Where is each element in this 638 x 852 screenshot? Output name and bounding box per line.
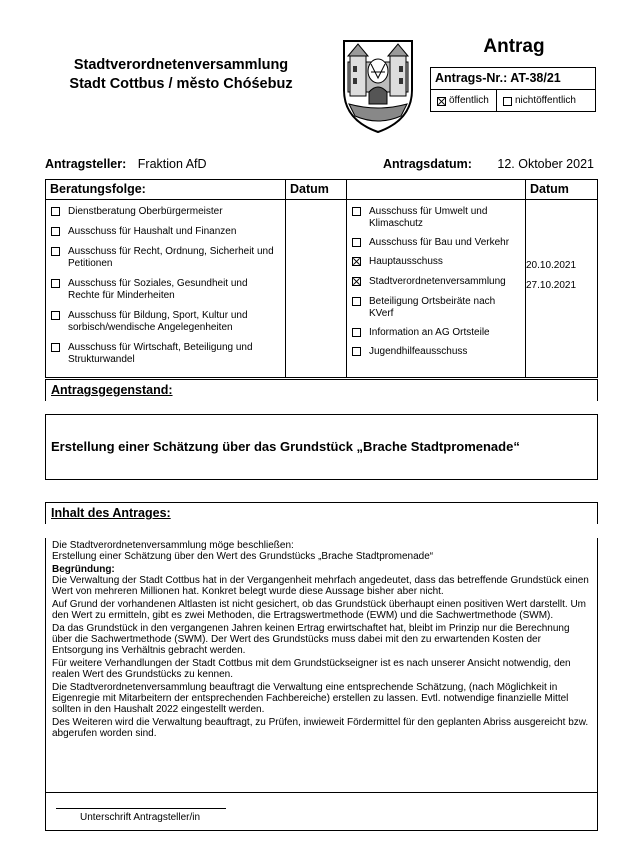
datum-header-right: Datum xyxy=(526,180,598,200)
antragsdatum-value: 12. Oktober 2021 xyxy=(497,157,594,171)
checkbox-icon[interactable] xyxy=(51,311,60,320)
antragsteller-label: Antragsteller: xyxy=(45,157,127,171)
committee-item[interactable] xyxy=(347,256,525,268)
checkbox-icon[interactable] xyxy=(51,279,60,288)
committee-item[interactable] xyxy=(347,276,525,288)
checkbox-icon[interactable] xyxy=(352,347,361,356)
paragraph: Auf Grund der vorhandenen Altlasten ist nicht gesichert, ob das Grundstück überhaupt einen positiven Wert darstellt. Um den Wert zu ermitteln, gibt es zwei Methoden, die Ertragswertmethode (EWM) und die Sachwertmethode (SWM). xyxy=(52,599,586,621)
committee-label: Dienstberatung Oberbürgermeister xyxy=(68,206,223,217)
antrag-number: Antrags-Nr.: AT-38/21 xyxy=(431,68,595,90)
committee-item[interactable] xyxy=(347,206,525,230)
checkbox-checked-icon[interactable] xyxy=(352,257,361,266)
committee-item[interactable] xyxy=(347,327,525,339)
checkbox-icon[interactable] xyxy=(51,227,60,236)
committee-label: Ausschuss für Haushalt und Finanzen xyxy=(68,226,237,237)
gegenstand-header: Antragsgegenstand: xyxy=(51,383,173,397)
committee-item[interactable] xyxy=(46,310,285,334)
private-label: nichtöffentlich xyxy=(515,95,576,106)
antragsteller-value: Fraktion AfD xyxy=(137,157,207,171)
antragsdatum-label: Antragsdatum: xyxy=(383,157,472,171)
committee-label: Stadtverordnetenversammlung xyxy=(369,276,506,287)
intro-line-1: Die Stadtverordnetenversammlung möge beschließen: xyxy=(52,540,294,551)
committee-item[interactable] xyxy=(46,278,285,302)
committee-label: Ausschuss für Wirtschaft, Beteiligung und Strukturwandel xyxy=(68,342,253,365)
inhalt-content xyxy=(45,538,598,793)
committee-item[interactable] xyxy=(46,226,285,238)
document-title: Antrag xyxy=(483,36,545,57)
beratungsfolge-table xyxy=(45,179,598,378)
gegenstand-box xyxy=(45,414,598,480)
checkbox-icon[interactable] xyxy=(51,207,60,216)
cottbus-coat-of-arms-icon xyxy=(341,38,415,134)
left-dates xyxy=(286,200,347,378)
gegenstand-header-box xyxy=(45,379,598,401)
committee-label: Hauptausschuss xyxy=(369,256,443,267)
public-option[interactable] xyxy=(431,90,497,112)
paragraph: Für weitere Verhandlungen der Stadt Cottbus mit dem Grundstückseigner ist es nach unserer Ansicht notwendig, den realen Wert des Grundstücks zu kennen. xyxy=(52,658,571,680)
checkbox-icon[interactable] xyxy=(51,343,60,352)
antragsdatum xyxy=(383,157,594,171)
antragsteller xyxy=(45,157,207,171)
checkbox-icon[interactable] xyxy=(352,297,361,306)
right-committees xyxy=(347,200,526,378)
committee-item[interactable] xyxy=(46,246,285,270)
paragraph: Die Verwaltung der Stadt Cottbus hat in der Vergangenheit mehrfach angedeutet, dass das betreffende Grundstück einen Wert von mehreren Millionen hat. Konkret belegt wurde diese Aussage bisher aber nicht. xyxy=(52,575,589,597)
committee-item[interactable] xyxy=(347,237,525,249)
intro-line-2: Erstellung einer Schätzung über den Wert des Grundstücks „Brache Stadtpromenade“ xyxy=(52,551,434,562)
gegenstand-text: Erstellung einer Schätzung über das Grundstück „Brache Stadtpromenade“ xyxy=(51,439,520,454)
public-label: öffentlich xyxy=(449,95,489,106)
committee-label: Ausschuss für Umwelt und Klimaschutz xyxy=(369,206,488,229)
checkbox-icon[interactable] xyxy=(352,207,361,216)
committee-label: Ausschuss für Bau und Verkehr xyxy=(369,237,510,248)
checkbox-checked-icon[interactable] xyxy=(437,97,446,106)
date-hauptausschuss: 20.10.2021 xyxy=(526,260,577,271)
organization-name xyxy=(46,56,316,94)
beratungsfolge-header-right xyxy=(347,180,526,200)
committee-label: Ausschuss für Bildung, Sport, Kultur und sorbisch/wendische Angelegenheiten xyxy=(68,310,248,333)
signature-label: Unterschrift Antragsteller/in xyxy=(80,812,201,823)
beratungsfolge-header: Beratungsfolge: xyxy=(46,180,286,200)
checkbox-icon[interactable] xyxy=(503,97,512,106)
committee-item[interactable] xyxy=(46,342,285,366)
inhalt-header-box xyxy=(45,502,598,524)
left-committees xyxy=(46,200,286,378)
signature-line[interactable] xyxy=(56,808,226,809)
committee-item[interactable] xyxy=(347,346,525,358)
committee-label: Ausschuss für Recht, Ordnung, Sicherheit und Petitionen xyxy=(68,246,274,269)
checkbox-icon[interactable] xyxy=(51,247,60,256)
checkbox-checked-icon[interactable] xyxy=(352,277,361,286)
committee-label: Ausschuss für Soziales, Gesundheit und Rechte für Minderheiten xyxy=(68,278,248,301)
checkbox-icon[interactable] xyxy=(352,238,361,247)
committee-item[interactable] xyxy=(46,206,285,218)
committee-item[interactable] xyxy=(347,296,525,320)
date-stadtverordnetenversammlung: 27.10.2021 xyxy=(526,280,577,291)
paragraph: Da das Grundstück in den vergangenen Jahren keinen Ertrag erwirtschaftet hat, bleibt im Prinzip nur die Berechnung über die Sachwertmethode (SWM). Der Wert des Grundstücks muss dabei mit den zu erwartenden Kosten der Entsorgung ins Verhältnis gebracht werden. xyxy=(52,623,570,656)
datum-header-left: Datum xyxy=(286,180,347,200)
paragraph: Die Stadtverordnetenversammlung beauftragt die Verwaltung eine entsprechende Schätzung, (nach Möglichkeit in Eigenregie mit Mitarbeitern der entsprechenden Fachbereiche) erstellen zu lassen. Evtl. notwendige finanzielle Mittel sollten in den Haushalt 2022 eingestellt werden. xyxy=(52,682,569,715)
inhalt-header: Inhalt des Antrages: xyxy=(51,506,171,520)
antrag-number-box xyxy=(430,67,596,112)
begruendung-label: Begründung: xyxy=(52,564,115,575)
private-option[interactable] xyxy=(497,90,576,112)
committee-label: Beteiligung Ortsbeiräte nach KVerf xyxy=(369,296,496,319)
organization-line-1: Stadtverordnetenversammlung xyxy=(73,57,289,73)
committee-label: Information an AG Ortsteile xyxy=(369,327,490,338)
checkbox-icon[interactable] xyxy=(352,328,361,337)
committee-label: Jugendhilfeausschuss xyxy=(369,346,468,357)
right-dates xyxy=(526,200,598,378)
organization-line-2: Stadt Cottbus / město Chóśebuz xyxy=(69,76,293,92)
paragraph: Des Weiteren wird die Verwaltung beauftragt, zu Prüfen, inwieweit Fördermittel für den geplanten Abriss ausgereicht bzw. abgerufen worden sind. xyxy=(52,717,589,739)
